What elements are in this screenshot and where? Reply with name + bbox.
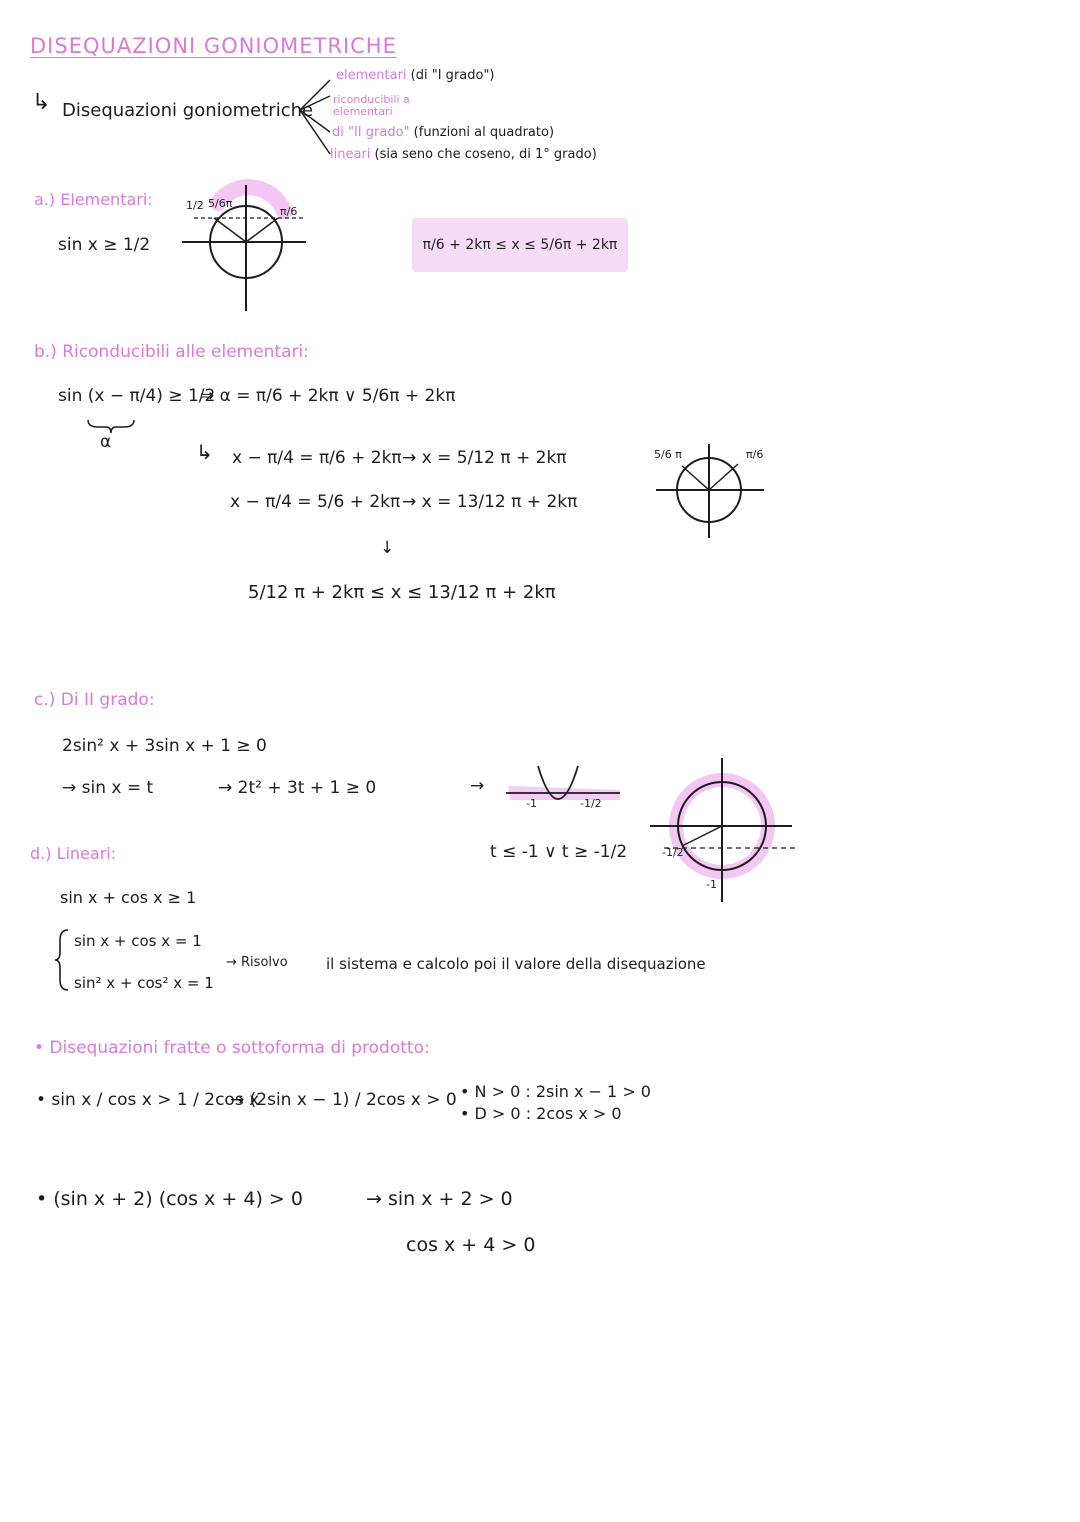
e-product-result1: → sin x + 2 > 0 — [366, 1188, 513, 1210]
heading-a: a.) Elementari: — [34, 190, 153, 209]
a-label-pi6: π/6 — [280, 205, 298, 218]
e-product-result2: cos x + 4 > 0 — [406, 1234, 536, 1256]
b-step2-left: x − π/4 = 5/6 + 2kπ — [230, 492, 401, 512]
branch-lineari: lineari (sia seno che coseno, di 1° grado) — [330, 147, 597, 162]
d-system-eq2: sin² x + cos² x = 1 — [74, 974, 214, 992]
b-inequality: sin (x − π/4) ≥ 1/2 — [58, 386, 216, 406]
b-hook-arrow: ↳ — [196, 440, 213, 464]
page-title: DISEQUAZIONI GONIOMETRICHE — [30, 34, 397, 58]
b-label-5pi6: 5/6 π — [654, 448, 682, 461]
b-step1-right: → x = 5/12 π + 2kπ — [402, 448, 567, 468]
tree-arrow: ↳ — [32, 90, 51, 115]
e-condition-denominator: • D > 0 : 2cos x > 0 — [460, 1104, 622, 1123]
c-arrow: → — [470, 776, 485, 796]
c-substitution: → sin x = t — [62, 778, 154, 798]
e-product-inequality: • (sin x + 2) (cos x + 4) > 0 — [36, 1188, 303, 1210]
b-down-arrow: ↓ — [380, 538, 395, 558]
a-inequality: sin x ≥ 1/2 — [58, 235, 151, 255]
e-condition-numerator: • N > 0 : 2sin x − 1 > 0 — [460, 1082, 651, 1101]
c-label-minus-half: -1/2 — [662, 846, 684, 859]
heading-fratte: • Disequazioni fratte o sottoforma di prodotto: — [34, 1038, 430, 1058]
b-label-pi6: π/6 — [746, 448, 764, 461]
branch-elementari: elementari (di "I grado") — [336, 68, 495, 83]
b-result: 5/12 π + 2kπ ≤ x ≤ 13/12 π + 2kπ — [248, 582, 556, 603]
branch-secondo-grado: di "II grado" (funzioni al quadrato) — [332, 125, 555, 140]
c-unit-circle — [650, 758, 800, 904]
heading-d: d.) Lineari: — [30, 844, 117, 863]
c-inequality: 2sin² x + 3sin x + 1 ≥ 0 — [62, 736, 267, 756]
a-label-5pi6: 5/6π — [208, 197, 233, 210]
b-step2-right: → x = 13/12 π + 2kπ — [402, 492, 578, 512]
b-alpha-equation: ⇒ α = π/6 + 2kπ ∨ 5/6π + 2kπ — [200, 386, 456, 406]
c-parabola — [500, 760, 630, 820]
overview-label: Disequazioni goniometriche — [62, 100, 314, 121]
e-frac-inequality: • sin x / cos x > 1 / 2cos x — [36, 1090, 260, 1110]
d-system-eq1: sin x + cos x = 1 — [74, 932, 202, 950]
c-parabola-right: -1/2 — [580, 797, 602, 810]
d-note: il sistema e calcolo poi il valore della disequazione — [326, 955, 706, 973]
c-equation-t: → 2t² + 3t + 1 ≥ 0 — [218, 778, 377, 798]
c-label-minus-one: -1 — [706, 878, 717, 891]
a-label-half: 1/2 — [186, 199, 204, 212]
c-solution: t ≤ -1 ∨ t ≥ -1/2 — [490, 842, 628, 862]
a-result-box: π/6 + 2kπ ≤ x ≤ 5/6π + 2kπ — [412, 218, 628, 272]
heading-b: b.) Riconducibili alle elementari: — [34, 342, 309, 362]
c-parabola-left: -1 — [526, 797, 537, 810]
heading-c: c.) Di II grado: — [34, 690, 155, 710]
d-inequality: sin x + cos x ≥ 1 — [60, 888, 197, 907]
d-note-prefix: → Risolvo — [226, 955, 288, 970]
b-step1-left: x − π/4 = π/6 + 2kπ — [232, 448, 402, 468]
d-system-brace — [54, 928, 72, 992]
branch-riconducibili: riconducibili a elementari — [333, 93, 410, 118]
e-frac-result: → (2sin x − 1) / 2cos x > 0 — [230, 1090, 457, 1110]
b-alpha: α — [100, 432, 112, 452]
